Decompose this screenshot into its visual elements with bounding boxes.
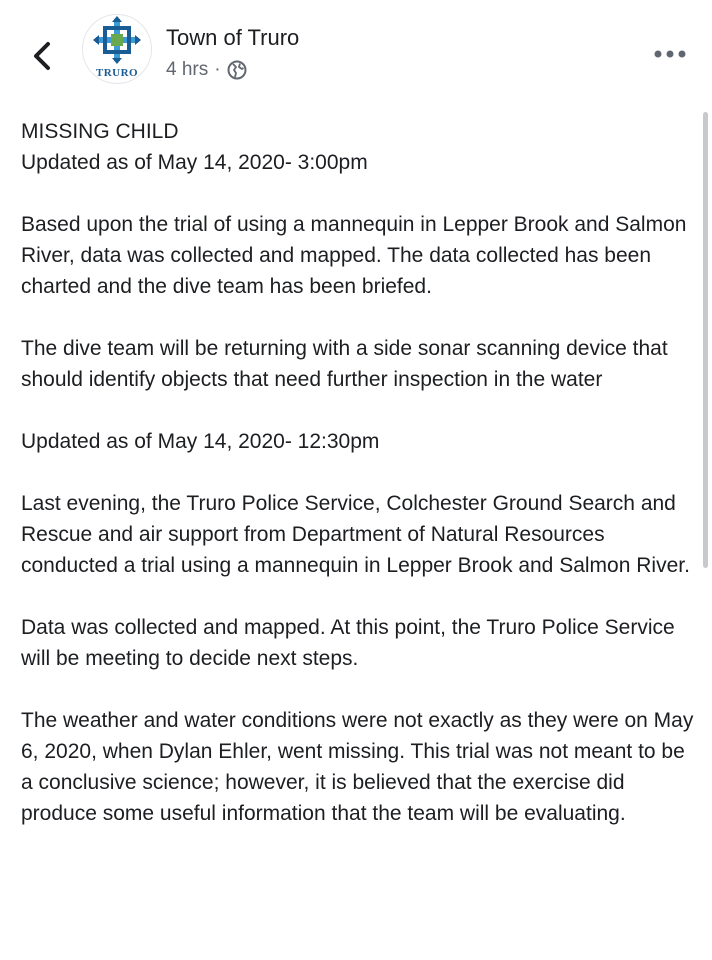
post-timestamp[interactable]: 4 hrs — [166, 59, 209, 80]
page-name-link[interactable]: Town of Truro — [166, 25, 300, 50]
truro-logo-icon — [83, 15, 151, 67]
post-paragraph: Last evening, the Truro Police Service, Colchester Ground Search and Rescue and air support from Department of Natural Resources conducted a trial using a mannequin in Lepper Brook and Salmon River. — [21, 492, 690, 577]
avatar-label: TRURO — [95, 67, 139, 79]
back-button[interactable] — [24, 36, 60, 76]
chevron-left-icon — [31, 41, 53, 71]
more-horizontal-icon — [653, 49, 687, 59]
more-options-button[interactable] — [648, 40, 692, 68]
page-avatar[interactable] — [82, 14, 152, 84]
scrollbar-thumb[interactable] — [703, 112, 708, 568]
meta-separator: · — [214, 59, 221, 80]
post-paragraph: The weather and water conditions were not exactly as they were on May 6, 2020, when Dylan Ehler, went missing. This trial was not meant to be a conclusive science; however, it is believed that the exercise did produce some useful information that the team will be evaluating. — [21, 709, 694, 825]
globe-icon — [227, 60, 247, 80]
post-meta — [166, 59, 247, 81]
post-paragraph: Based upon the trial of using a mannequin in Lepper Brook and Salmon River, data was collected and mapped. The data collected has been charted and the dive team has been briefed. — [21, 213, 687, 298]
post-paragraph: Data was collected and mapped. At this point, the Truro Police Service will be meeting to decide next steps. — [21, 616, 675, 670]
post-paragraph: Updated as of May 14, 2020- 12:30pm — [21, 430, 380, 453]
post-paragraph: MISSING CHILD Updated as of May 14, 2020- 3:00pm — [21, 120, 368, 174]
post-paragraph: The dive team will be returning with a side sonar scanning device that should identify objects that need further inspection in the water — [21, 337, 668, 391]
post-header — [0, 0, 712, 100]
post-body — [21, 116, 701, 860]
